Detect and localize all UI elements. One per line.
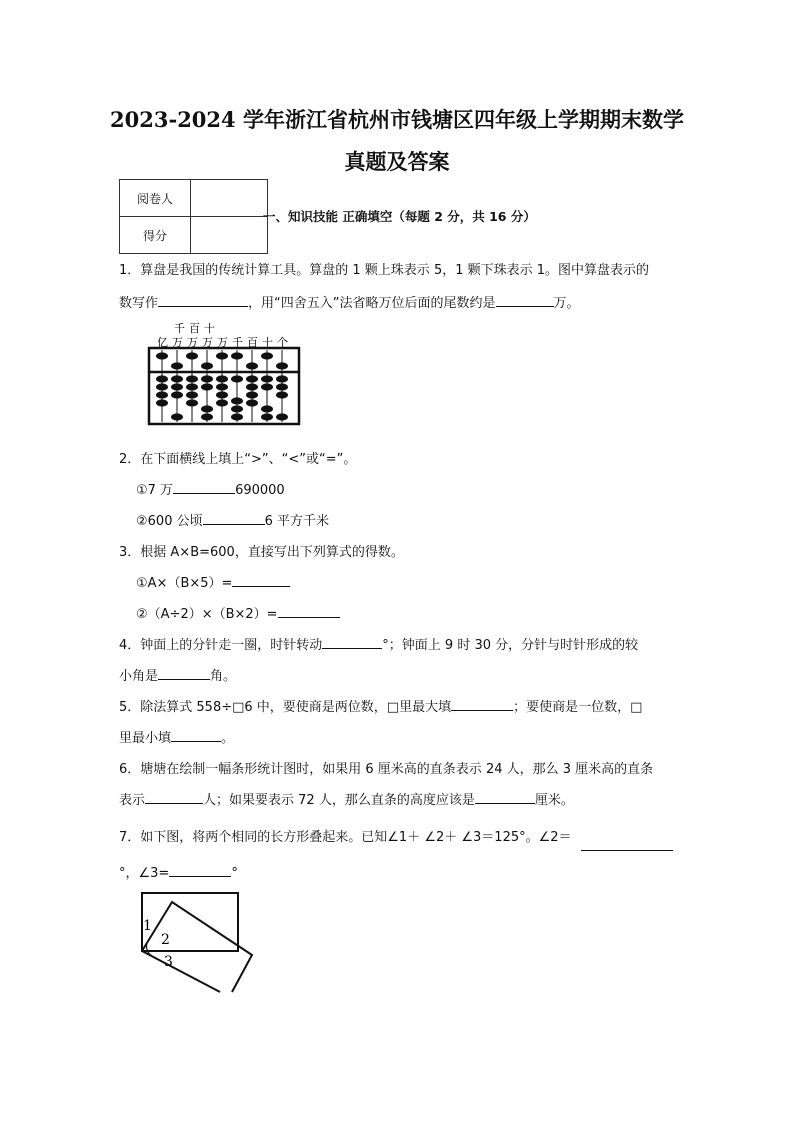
q6-text-b: 人；如果要表示 72 人，那么直条的高度应该是: [203, 793, 475, 808]
q2-line1: 2．在下面横线上填上“>”、“<”或“=”。: [119, 452, 357, 467]
q3-item1-text: ①A×（B×5）=: [136, 576, 233, 591]
q4-line1: [119, 634, 638, 653]
abacus-bead-upper: [156, 352, 168, 359]
q2-blank2: [203, 523, 265, 525]
abacus-bead-lower: [156, 391, 168, 398]
abacus-column-label: 十: [262, 336, 273, 349]
q3-blank2: [278, 616, 340, 618]
rectangle-rotated-edge: [142, 951, 220, 992]
reviewer-label: 阅卷人: [120, 180, 191, 217]
abacus-bead-lower: [216, 383, 228, 390]
abacus-bead-lower: [201, 375, 213, 382]
abacus-bead-lower: [276, 375, 288, 382]
q1-blank-number: [158, 305, 248, 307]
q2-item2: [136, 510, 329, 529]
document-title-line2: 真题及答案: [344, 149, 450, 174]
abacus-bead-lower: [186, 399, 198, 406]
q5-text-c: 里最小填: [119, 731, 172, 746]
q7-text-a: °，∠3=: [119, 866, 170, 881]
q7-text-b: °: [231, 866, 238, 881]
abacus-bead-lower: [156, 399, 168, 406]
q6-line1: 6．塘塘在绘制一幅条形统计图时，如果用 6 厘米高的直条表示 24 人，那么 3 厘米高的直条: [119, 762, 654, 777]
abacus-bead-lower: [171, 413, 183, 420]
abacus-column-label: 万: [172, 336, 183, 349]
score-cell: [191, 217, 268, 254]
abacus-bead-lower: [231, 397, 243, 404]
q2-item1-left: ①7 万: [136, 483, 174, 498]
abacus-bead-lower: [156, 383, 168, 390]
abacus-bead-lower: [216, 391, 228, 398]
q6-line2: [119, 789, 574, 808]
q4-text-d: 角。: [210, 669, 237, 684]
q1-text-c: 万。: [553, 296, 580, 311]
q7-line1: 7．如下图，将两个相同的长方形叠起来。已知∠1＋ ∠2＋ ∠3＝125°。∠2＝: [119, 830, 572, 845]
q3-line1: 3．根据 A×B=600，直接写出下列算式的得数。: [119, 545, 404, 560]
q4-line2: [119, 665, 236, 684]
angle-label-1: 1: [143, 918, 152, 934]
abacus-column-label: 百: [247, 336, 258, 349]
q7-line2: [119, 862, 238, 881]
q4-blank2: [158, 678, 210, 680]
abacus-bead-lower: [186, 391, 198, 398]
abacus-bead-lower: [216, 375, 228, 382]
abacus-bead-upper: [216, 352, 228, 359]
q3-item1: [136, 572, 290, 591]
abacus-bead-lower: [261, 413, 273, 420]
q6-text-c: 厘米。: [534, 793, 574, 808]
abacus-bead-lower: [261, 383, 273, 390]
abacus-column-label: 万: [217, 336, 228, 349]
abacus-bead-lower: [276, 413, 288, 420]
document-title-line1: 2023-2024 学年浙江省杭州市钱塘区四年级上学期期末数学: [110, 107, 684, 132]
q6-blank2: [475, 802, 535, 804]
q4-text-a: 4．钟面上的分针走一圈，时针转动: [119, 638, 323, 653]
abacus-column-label: 万: [202, 336, 213, 349]
abacus-bead-lower: [186, 383, 198, 390]
abacus-bead-upper: [186, 352, 198, 359]
abacus-bead-upper: [261, 352, 273, 359]
q3-item2-text: ②（A÷2）×（B×2）=: [136, 607, 278, 622]
abacus-top-label: 千: [174, 322, 185, 335]
angle-label-3: 3: [164, 954, 173, 970]
q5-text-a: 5．除法算式 558÷□6 中，要使商是两位数，□里最大填: [119, 700, 452, 715]
abacus-bead-lower: [201, 405, 213, 412]
q4-text-b: °；钟面上 9 时 30 分，分针与时针形成的较: [382, 638, 639, 653]
abacus-bead-lower: [201, 413, 213, 420]
abacus-bead-lower: [171, 375, 183, 382]
abacus-bead-lower: [231, 375, 243, 382]
q5-line1: [119, 696, 642, 715]
q2-blank1: [173, 492, 235, 494]
q5-text-d: 。: [221, 731, 235, 746]
q4-text-c: 小角是: [119, 669, 159, 684]
q7-blank-angle3: [169, 875, 231, 877]
q7-blank-angle2: [581, 850, 673, 851]
rectangle-rotated: [142, 902, 252, 992]
abacus-bead-upper: [171, 362, 183, 369]
q2-item1: [136, 479, 285, 498]
q5-blank2: [171, 740, 221, 742]
section-heading: 一、知识技能 正确填空（每题 2 分，共 16 分）: [263, 209, 536, 224]
q1-line2: [119, 292, 580, 311]
abacus-bead-lower: [246, 375, 258, 382]
q3-blank1: [232, 585, 290, 587]
q2-item1-right: 690000: [235, 483, 285, 498]
q1-blank-approx: [496, 305, 554, 307]
abacus-top-label: 十: [204, 322, 215, 335]
q6-text-a: 表示: [119, 793, 146, 808]
q5-text-b: ；要使商是一位数，□: [513, 700, 643, 715]
q1-line1: 1．算盘是我国的传统计算工具。算盘的 1 颗上珠表示 5，1 颗下珠表示 1。图中算盘表示的: [119, 263, 650, 278]
q2-item2-left: ②600 公顷: [136, 514, 203, 529]
abacus-bead-lower: [246, 383, 258, 390]
abacus-bead-upper: [246, 362, 258, 369]
abacus-bead-lower: [246, 399, 258, 406]
q5-line2: [119, 727, 234, 746]
q5-blank1: [451, 709, 513, 711]
abacus-bead-lower: [186, 375, 198, 382]
abacus-bead-lower: [231, 405, 243, 412]
abacus-bead-upper: [201, 362, 213, 369]
abacus-bead-lower: [201, 383, 213, 390]
angle-label-2: 2: [161, 932, 170, 948]
q3-item2: [136, 603, 340, 622]
abacus-bead-lower: [261, 375, 273, 382]
abacus-bead-upper: [276, 362, 288, 369]
rectangles-figure: [138, 888, 258, 1000]
abacus-bead-lower: [216, 399, 228, 406]
abacus-top-label: 百: [189, 322, 200, 335]
q4-blank1: [322, 647, 382, 649]
score-table: [119, 179, 268, 254]
abacus-bead-lower: [276, 383, 288, 390]
q6-blank1: [145, 802, 203, 804]
abacus-bead-upper: [231, 352, 243, 359]
abacus-column-label: 万: [187, 336, 198, 349]
q1-text-b: ，用“四舍五入”法省略万位后面的尾数约是: [248, 296, 496, 311]
abacus-bead-lower: [261, 405, 273, 412]
q1-text-a: 数写作: [119, 296, 159, 311]
abacus-bead-lower: [276, 391, 288, 398]
abacus-bead-lower: [156, 375, 168, 382]
abacus-bead-lower: [171, 391, 183, 398]
abacus-column-label: 亿: [157, 336, 168, 349]
abacus-bead-lower: [246, 391, 258, 398]
abacus-bead-lower: [231, 413, 243, 420]
reviewer-cell: [191, 180, 268, 217]
q2-item2-right: 6 平方千米: [264, 514, 330, 529]
abacus-figure: [146, 320, 306, 428]
score-label: 得分: [120, 217, 191, 254]
abacus-column-label: 千: [232, 336, 243, 349]
rectangle-top: [142, 893, 238, 951]
abacus-bead-lower: [171, 383, 183, 390]
abacus-column-label: 个: [277, 336, 288, 349]
